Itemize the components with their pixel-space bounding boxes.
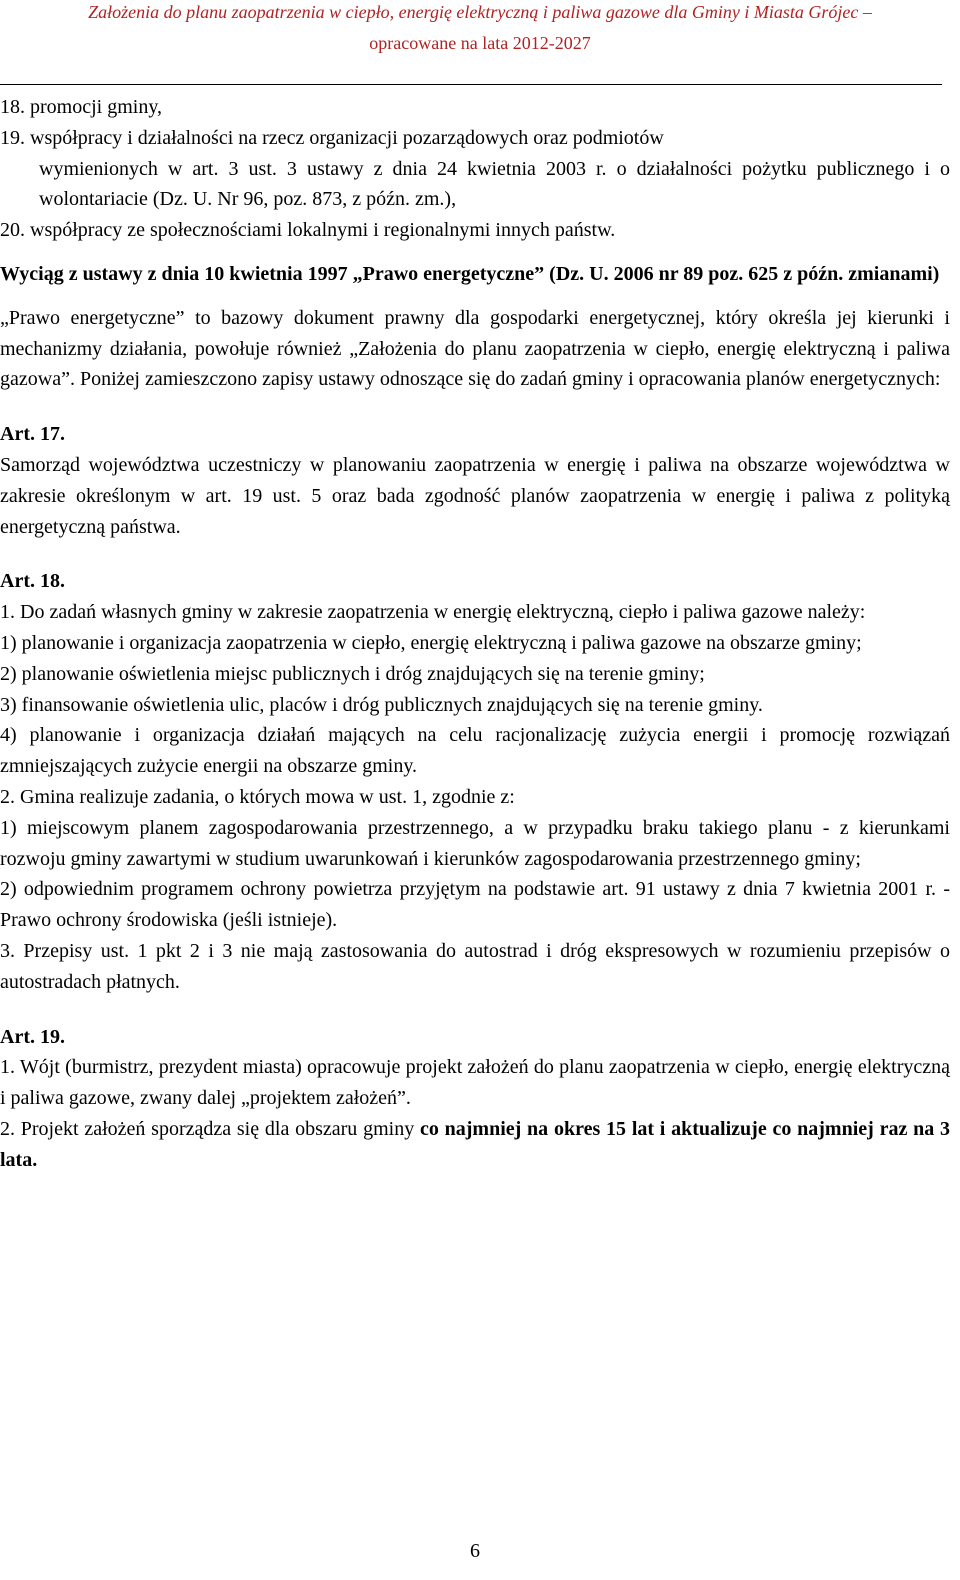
- list-item-19-rest: wymienionych w art. 3 ust. 3 ustawy z dnia 24 kwietnia 2003 r. o działalności pożytku publicznego i o wolontariacie (Dz. U. Nr 96, poz. 873, z późn. zm.),: [39, 157, 950, 211]
- header-divider: [0, 84, 942, 85]
- art19-title: Art. 19.: [0, 1025, 65, 1048]
- list-item-19-first: 19. współpracy i działalności na rzecz organizacji pozarządowych oraz podmiotów: [0, 126, 664, 149]
- art19-p2-emphasis: co najmniej na okres 15 lat i aktualizuje co najmniej raz na 3 lata.: [0, 1117, 950, 1171]
- header-subtitle: opracowane na lata 2012-2027: [369, 33, 591, 53]
- page-header: [0, 0, 960, 57]
- list-item-18: 18. promocji gminy,: [0, 96, 163, 118]
- art18-p2-1: 1) miejscowym planem zagospodarowania przestrzennego, a w przypadku braku takiego planu - z kierunkami rozwoju gminy zawartymi w studium uwarunkowań i kierunków zagospodarowania przestrzennego gminy;: [0, 816, 950, 870]
- excerpt-heading: Wyciąg z ustawy z dnia 10 kwietnia 1997 „Prawo energetyczne” (Dz. U. 2006 nr 89 poz. 625 z późn. zmianami): [0, 262, 940, 285]
- art17-text: Samorząd województwa uczestniczy w planowaniu zaopatrzenia w energię i paliwa na obszarze województwa w zakresie określonym w art. 19 ust. 5 oraz bada zgodność planów zaopatrzenia w energię i paliwa z polityką energetyczną państwa.: [0, 453, 950, 538]
- art18-p1-2: 2) planowanie oświetlenia miejsc publicznych i dróg znajdujących się na terenie gminy;: [0, 662, 705, 685]
- list-item-20: 20. współpracy ze społecznościami lokalnymi i regionalnymi innych państw.: [0, 219, 616, 242]
- art19-p1: 1. Wójt (burmistrz, prezydent miasta) opracowuje projekt założeń do planu zaopatrzenia w ciepło, energię elektryczną i paliwa gazowe, zwany dalej „projektem założeń”.: [0, 1056, 950, 1110]
- art18-p1-1: 1) planowanie i organizacja zaopatrzenia w ciepło, energię elektryczną i paliwa gazowe na obszarze gminy;: [0, 631, 862, 654]
- intro-paragraph: „Prawo energetyczne” to bazowy dokument prawny dla gospodarki energetycznej, który określa jej kierunki i mechanizmy działania, powołuje również „Założenia do planu zaopatrzenia w ciepło, energię elektryczną i paliwa gazowa”. Poniżej zamieszczono zapisy ustawy odnoszące się do zadań gminy i opracowania planów energetycznych:: [0, 306, 950, 391]
- art18-p1-3: 3) finansowanie oświetlenia ulic, placów i dróg publicznych znajdujących się na terenie gminy.: [0, 693, 763, 716]
- art17-title: Art. 17.: [0, 423, 65, 446]
- art18-p3: 3. Przepisy ust. 1 pkt 2 i 3 nie mają zastosowania do autostrad i dróg ekspresowych w rozumieniu przepisów o autostradach płatnych.: [0, 939, 950, 993]
- page-number: 6: [470, 1540, 480, 1562]
- art18-p1-4: 4) planowanie i organizacja działań mających na celu racjonalizację zużycia energii i promocję rozwiązań zmniejszających zużycie energii na obszarze gminy.: [0, 724, 950, 778]
- list-item-19: [0, 123, 950, 215]
- header-title: Założenia do planu zaopatrzenia w ciepło, energię elektryczną i paliwa gazowe dla Gminy i Miasta Grójec –: [88, 2, 872, 22]
- art19-p2: [0, 1114, 950, 1176]
- art18-p1: 1. Do zadań własnych gminy w zakresie zaopatrzenia w energię elektryczną, ciepło i paliwa gazowe należy:: [0, 601, 866, 624]
- art18-title: Art. 18.: [0, 570, 65, 593]
- document-body: [0, 92, 950, 1176]
- art19-p2-text: 2. Projekt założeń sporządza się dla obszaru gminy: [0, 1117, 420, 1140]
- art18-p2: 2. Gmina realizuje zadania, o których mowa w ust. 1, zgodnie z:: [0, 785, 515, 808]
- art18-p2-2: 2) odpowiednim programem ochrony powietrza przyjętym na podstawie art. 91 ustawy z dnia 7 kwietnia 2001 r. - Prawo ochrony środowiska (jeśli istnieje).: [0, 878, 950, 932]
